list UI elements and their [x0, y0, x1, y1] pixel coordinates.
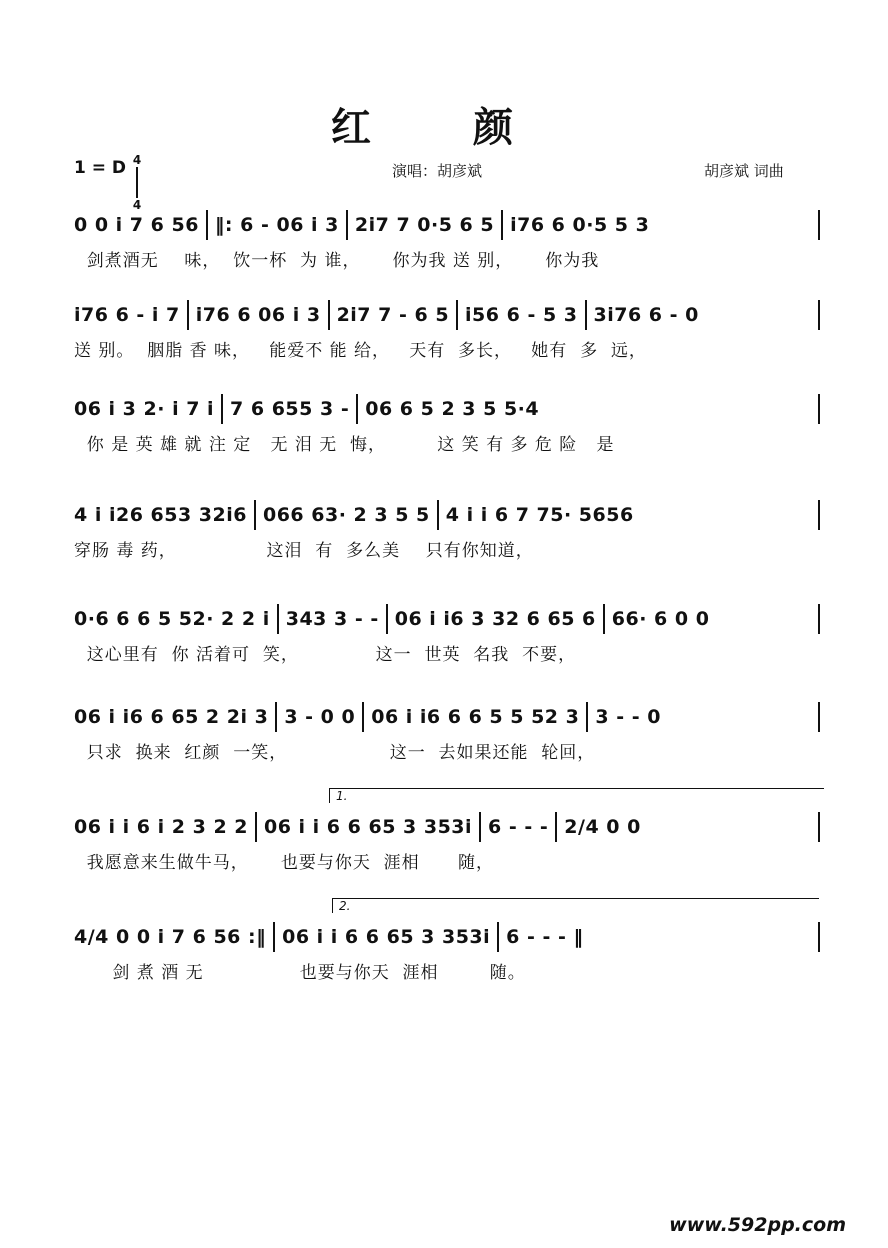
bar-line — [362, 702, 364, 732]
measure: 0·6 6 6 5 52· 2 2 i — [74, 608, 270, 630]
lyric-line: 剑 煮 酒 无 也要与你天 涯相 随。 — [74, 963, 526, 983]
measure: 3 - - 0 — [595, 706, 661, 728]
website-watermark: www.592pp.com — [669, 1214, 846, 1236]
volta-bracket — [329, 788, 824, 803]
bar-line — [386, 604, 388, 634]
notation-line — [74, 702, 820, 732]
measure: 2/4 0 0 — [564, 816, 641, 838]
lyric-line: 剑煮酒无 味， 饮一杯 为 谁， 你为我 送 别， 你为我 — [74, 251, 600, 271]
measure: i76 6 06 i 3 — [195, 304, 321, 326]
measure: i56 6 - 5 3 — [465, 304, 578, 326]
measure: i76 6 - i 7 — [74, 304, 180, 326]
score-row — [74, 394, 820, 464]
bar-line — [818, 210, 820, 240]
score-row — [74, 500, 820, 570]
bar-line — [585, 300, 587, 330]
bar-line — [456, 300, 458, 330]
bar-line — [437, 500, 439, 530]
time-signature-bottom: 4 — [132, 198, 142, 212]
lyric-line: 送 别。 胭脂 香 味， 能爱不 能 给， 天有 多长， 她有 多 远， — [74, 341, 647, 361]
time-signature-top: 4 — [132, 153, 142, 167]
notation-line — [74, 604, 820, 634]
bar-line — [603, 604, 605, 634]
measure: 06 i i6 6 6 5 5 52 3 — [371, 706, 580, 728]
measure: 06 i 3 2· i 7 i — [74, 398, 215, 420]
measure: 343 3 - - — [285, 608, 379, 630]
lyric-line: 穿肠 毒 药， 这泪 有 多么美 只有你知道， — [74, 541, 534, 561]
notation-line — [74, 300, 820, 330]
bar-line — [586, 702, 588, 732]
bar-line — [275, 702, 277, 732]
bar-line — [254, 500, 256, 530]
lyric-line: 这心里有 你 活着可 笑， 这一 世英 名我 不要， — [74, 645, 577, 665]
bar-line — [555, 812, 557, 842]
measure: 3i76 6 - 0 — [593, 304, 699, 326]
measure: 6 - - - ‖ — [506, 926, 584, 948]
measure: 06 i i 6 6 65 3 353i — [264, 816, 473, 838]
measure: 2i7 7 - 6 5 — [336, 304, 450, 326]
measure: 06 6 5 2 3 5 5·4 — [365, 398, 540, 420]
score-row — [74, 789, 820, 882]
bar-line — [255, 812, 257, 842]
measure: 7 6 655 3 - — [230, 398, 350, 420]
notation-line — [74, 500, 820, 530]
bar-line — [501, 210, 503, 240]
measure: 06 i i 6 i 2 3 2 2 — [74, 816, 248, 838]
volta-label: 2. — [339, 899, 351, 913]
notation-line — [74, 394, 820, 424]
volta-bracket — [332, 898, 819, 913]
volta-label: 1. — [336, 789, 348, 803]
bar-line — [328, 300, 330, 330]
song-title: 红 颜 — [331, 104, 557, 151]
bar-line — [818, 922, 820, 952]
measure: 2i7 7 0·5 6 5 — [354, 214, 495, 236]
bar-line — [818, 500, 820, 530]
bar-line — [187, 300, 189, 330]
bar-line — [497, 922, 499, 952]
singer-credit: 演唱：胡彦斌 — [392, 162, 483, 180]
bar-line — [346, 210, 348, 240]
notation-line — [74, 812, 820, 842]
notation-line — [74, 922, 820, 952]
bar-line — [818, 300, 820, 330]
measure: i76 6 0·5 5 3 — [510, 214, 650, 236]
measure: 4 i i26 653 32i6 — [74, 504, 247, 526]
measure: 3 - 0 0 — [284, 706, 356, 728]
score-row — [74, 702, 820, 772]
bar-line — [277, 604, 279, 634]
bar-line — [273, 922, 275, 952]
bar-line — [818, 702, 820, 732]
bar-line — [479, 812, 481, 842]
time-signature — [129, 154, 145, 211]
measure: 06 i i6 3 32 6 65 6 — [394, 608, 596, 630]
measure: 06 i i 6 6 65 3 353i — [282, 926, 491, 948]
measure: 4 i i 6 7 75· 5656 — [445, 504, 634, 526]
bar-line — [818, 604, 820, 634]
score-row — [74, 300, 820, 370]
measure: 066 63· 2 3 5 5 — [262, 504, 430, 526]
notation-line — [74, 210, 820, 240]
key-signature: 1 = D — [74, 158, 127, 178]
lyric-line: 只求 换来 红颜 一笑， 这一 去如果还能 轮回， — [74, 743, 596, 763]
score-row — [74, 899, 820, 992]
measure: 0 0 i 7 6 56 — [74, 214, 199, 236]
measure: 4/4 0 0 i 7 6 56 :‖ — [74, 926, 267, 948]
bar-line — [206, 210, 208, 240]
lyric-line: 你 是 英 雄 就 注 定 无 泪 无 悔， 这 笑 有 多 危 险 是 — [74, 435, 615, 455]
lyric-line: 我愿意来生做牛马， 也要与你天 涯相 随， — [74, 853, 495, 873]
bar-line — [221, 394, 223, 424]
measure: ‖: 6 - 06 i 3 — [214, 214, 339, 236]
measure: 06 i i6 6 65 2 2i 3 — [74, 706, 269, 728]
measure: 66· 6 0 0 — [611, 608, 710, 630]
bar-line — [356, 394, 358, 424]
score-row — [74, 604, 820, 674]
bar-line — [818, 812, 820, 842]
score-row — [74, 210, 820, 280]
measure: 6 - - - — [488, 816, 549, 838]
bar-line — [818, 394, 820, 424]
composer-credit: 胡彦斌 词曲 — [704, 162, 784, 180]
